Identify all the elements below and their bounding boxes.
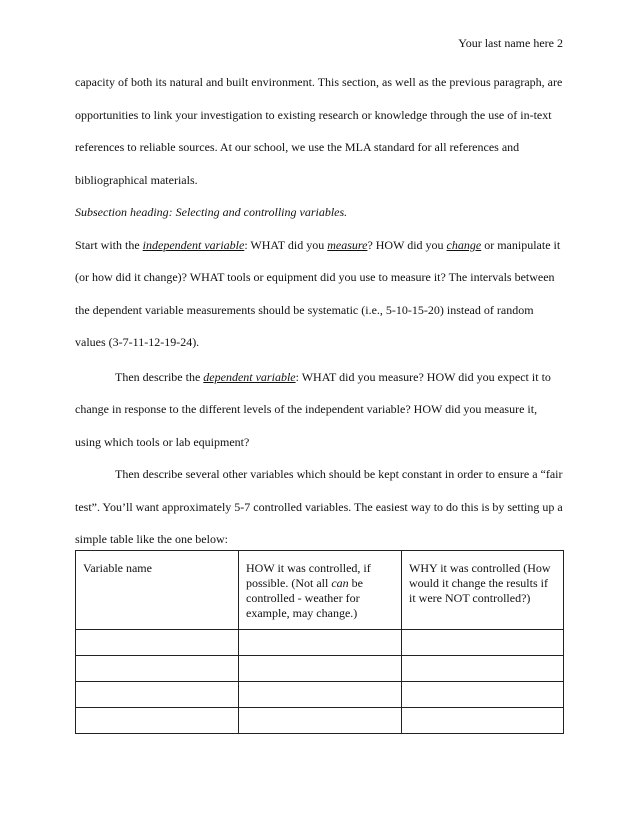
paragraph-independent-variable <box>75 229 565 359</box>
text-span: HOW it was controlled, if possible. (Not all <box>246 561 371 590</box>
table-cell[interactable] <box>76 708 239 734</box>
controlled-variables-table <box>75 550 564 734</box>
table-cell[interactable] <box>239 682 402 708</box>
table-cell[interactable] <box>239 656 402 682</box>
table-cell[interactable] <box>76 656 239 682</box>
page-header: Your last name here 2 <box>458 36 563 50</box>
paragraph-controlled-variables: Then describe several other variables which should be kept constant in order to ensure a “fair test”. You’ll want approximately 5-7 controlled variables. The easiest way to do this is by setting up a simple table like the one below: <box>75 467 563 546</box>
text-span: Start with the <box>75 237 143 252</box>
table-cell[interactable] <box>239 630 402 656</box>
document-body <box>75 66 565 556</box>
text-span: Then describe the <box>115 369 204 384</box>
table-cell[interactable] <box>402 708 564 734</box>
table-cell[interactable] <box>402 682 564 708</box>
paragraph-dependent-variable <box>75 361 565 459</box>
header-how-controlled <box>239 551 402 630</box>
dependent-variable-term: dependent variable <box>203 369 296 384</box>
table-row <box>76 682 564 708</box>
independent-variable-term: independent variable <box>142 237 245 252</box>
table-cell[interactable] <box>76 682 239 708</box>
text-span: or manipulate it (or how did it change)? WHAT tools or equipment did you use to measure it? The intervals between the dependent variable measurements should be systematic (i.e., 5-10-15-20) instead of random values (3-7-11-12-19-24). <box>75 237 561 349</box>
header-variable-name: Variable name <box>76 551 239 630</box>
text-span: : WHAT did you <box>244 237 328 252</box>
subsection-heading: Subsection heading: Selecting and controlling variables. <box>75 205 348 219</box>
table-header-row <box>76 551 564 630</box>
text-span: : WHAT did you measure? HOW did you expect it to change in response to the different levels of the independent variable? HOW did you measure it, using which tools or lab equipment? <box>75 369 551 449</box>
can-emphasis: can <box>331 576 349 590</box>
table-cell[interactable] <box>402 656 564 682</box>
measure-term: measure <box>327 237 368 252</box>
table-row <box>76 708 564 734</box>
text-span: ? HOW did you <box>367 237 447 252</box>
table-cell[interactable] <box>239 708 402 734</box>
paragraph-1: capacity of both its natural and built environment. This section, as well as the previous paragraph, are opportunities to link your investigation to existing research or knowledge through the use of in-text references to reliable sources. At our school, we use the MLA standard for all references and bibliographical materials. <box>75 75 563 187</box>
header-why-controlled: WHY it was controlled (How would it change the results if it were NOT controlled?) <box>402 551 564 630</box>
table-row <box>76 656 564 682</box>
table-cell[interactable] <box>76 630 239 656</box>
table-cell[interactable] <box>402 630 564 656</box>
change-term: change <box>446 237 482 252</box>
text-span: be controlled - weather for example, may change.) <box>246 576 363 620</box>
table-row <box>76 630 564 656</box>
